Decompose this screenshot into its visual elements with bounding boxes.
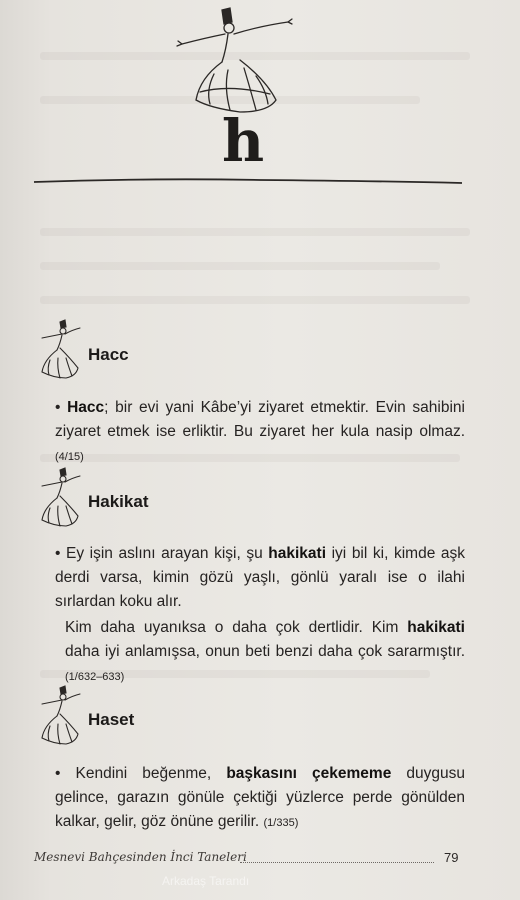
- paragraph-text: ; bir evi yani Kâbe’yi ziyaret etmektir. Evin sahibini ziyaret etmek ise erliktir. Bu ziyaret her kula nasip olmaz.: [55, 399, 465, 440]
- entry-haset-paragraph: [55, 762, 465, 835]
- bleed-through-line: [40, 228, 470, 236]
- dervish-icon: [36, 466, 82, 528]
- reference: (1/632–633): [65, 671, 125, 683]
- footer-book-title: Mesnevi Bahçesinden İnci Taneleri: [34, 850, 247, 864]
- paragraph-text: daha iyi anlamışsa, onun beti benzi daha çok sararmıştır.: [65, 643, 465, 660]
- keyword-hakikati: hakikati: [407, 619, 465, 636]
- keyword-baskasini-cekememe: başkasını çekememe: [226, 765, 392, 782]
- chapter-header: [0, 0, 520, 200]
- paragraph-text: duygusu gelince, garazın gönüle çektiği yüzlerce perde gönülden kalkar, gelir, göz önüne gerilir.: [55, 765, 466, 830]
- bullet: •: [55, 765, 61, 782]
- reference: (4/15): [55, 451, 84, 463]
- keyword-hakikati: hakikati: [268, 545, 327, 562]
- entry-title-hakikat: Hakikat: [88, 492, 149, 511]
- keyword-hacc: Hacc: [67, 399, 105, 416]
- entry-title-hacc: Hacc: [88, 345, 129, 364]
- chapter-letter: h: [222, 107, 265, 175]
- entry-hacc-paragraph: [55, 396, 465, 469]
- watermark-text: Arkadaş Tarandı: [162, 874, 250, 888]
- dervish-icon: [36, 684, 82, 746]
- paragraph-text: Ey işin aslını arayan kişi, şu: [66, 545, 263, 562]
- bullet: •: [55, 399, 61, 416]
- dervish-icon: [36, 318, 82, 380]
- page-number: 79: [444, 850, 459, 865]
- entry-title-haset: Haset: [88, 710, 135, 729]
- reference: (1/335): [263, 817, 299, 829]
- paragraph-text: Kendini beğenme,: [75, 765, 212, 782]
- bleed-through-line: [40, 262, 440, 270]
- bullet: •: [55, 545, 61, 562]
- entry-hakikat-paragraph-2: [55, 616, 465, 689]
- bleed-through-line: [40, 296, 470, 304]
- paragraph-text: iyi bil ki, kimde aşk derdi varsa, kimin gözü yaşlı, gönlü yaralı ise o ilahi sırlardan koku alır.: [55, 545, 465, 610]
- entry-hakikat-paragraph-1: [55, 542, 465, 614]
- footer-dotted-leader: [240, 862, 434, 863]
- paragraph-text: Kim daha uyanıksa o daha çok dertlidir. Kim: [65, 619, 399, 636]
